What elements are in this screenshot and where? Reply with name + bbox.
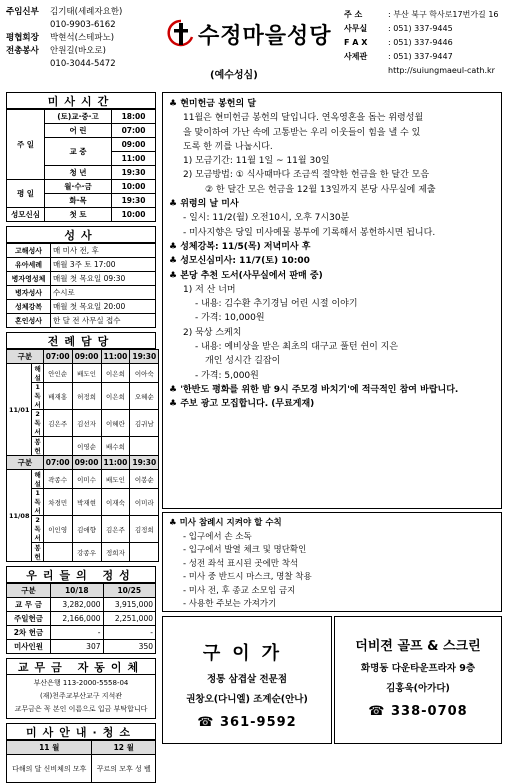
mass-group: 주 일: [7, 110, 45, 180]
mass-row: [7, 208, 156, 222]
roster-cell: 이영순: [72, 437, 101, 456]
sacrament-row: [7, 258, 156, 272]
contact-key: 사제관: [344, 52, 368, 61]
mass-times-table: [6, 109, 156, 222]
contact-value: : 부산 북구 학사로17번가길 16: [388, 10, 499, 19]
mass-type: (토)교·중·고: [45, 110, 112, 124]
roster-cell: [130, 437, 159, 456]
offering-row: [7, 626, 156, 640]
guide-row: [7, 755, 156, 783]
notice-line: 도록 한 끼를 나눕시다.: [183, 141, 273, 152]
staff-value: 안원길(바오로): [50, 46, 106, 56]
sacrament-time: 수시로: [51, 286, 156, 300]
offering-value: -: [51, 626, 104, 640]
mass-time: 07:00: [112, 124, 156, 138]
cross-icon: [168, 19, 194, 49]
sacrament-name: 유아세례: [7, 258, 51, 272]
roster-head-cell: 11:00: [101, 456, 130, 470]
roster-cell: 이은희: [101, 383, 130, 410]
notice-line: 11월은 현미헌금 봉헌의 달입니다. 연옥영혼을 돕는 위령성월: [183, 113, 424, 124]
rule-item: - 미사 전, 후 종교 소모임 금지: [183, 585, 296, 596]
mass-time: 09:00: [112, 138, 156, 152]
notice-heading: ♣ 위령의 날 미사: [169, 199, 239, 210]
notice-heading: ♣ 본당 추천 도서(사무실에서 판매 중): [169, 270, 323, 281]
transfer-line: 교무금은 꼭 본인 이름으로 입금 부탁합니다: [14, 705, 148, 713]
roster-head-cell: 07:00: [43, 350, 72, 364]
staff-row: [6, 45, 162, 58]
ad-golf-phone: ☎ 338-0708: [368, 704, 468, 719]
roster-head-cell: 19:30: [130, 350, 159, 364]
contact-row: [344, 50, 504, 64]
mass-type: 화·목: [45, 194, 112, 208]
offering-header: [7, 584, 156, 598]
sacrament-time: 한 달 전 사무실 접수: [51, 314, 156, 328]
notice-line: - 일시: 11/2(월) 오전10시, 오후 7시30분: [183, 213, 350, 224]
roster-date: 11/08: [7, 470, 32, 562]
roster-head-cell: 19:30: [130, 456, 159, 470]
roster-header: [7, 350, 159, 364]
ad-golf: [334, 616, 502, 744]
notice-heading: ♣ 성체강복: 11/5(목) 저녁미사 후: [169, 241, 311, 252]
contact-value: http://suiungmaeul-cath.kr: [388, 66, 495, 75]
contact-row: [344, 36, 504, 50]
offering-label: 교 무 금: [7, 598, 51, 612]
staff-role: [6, 19, 50, 32]
contact-value: : 051) 337-9446: [388, 38, 453, 47]
mass-type: 어 린: [45, 124, 112, 138]
roster-head-cell: 07:00: [43, 456, 72, 470]
mass-type: 월·수·금: [45, 180, 112, 194]
roster-cell: 이재숙: [101, 489, 130, 516]
staff-row: [6, 32, 162, 45]
roster-cell: 김귀남: [130, 410, 159, 437]
roster-cell: 김은주: [43, 410, 72, 437]
offering-value: 2,166,000: [51, 612, 104, 626]
mass-times-title: 미사시간: [6, 92, 156, 109]
offering-row: [7, 640, 156, 654]
contact-row: [344, 22, 504, 36]
roster-cell: 이은희: [101, 364, 130, 383]
offering-value: 2,251,000: [103, 612, 156, 626]
left-sidebar: [6, 92, 156, 783]
staff-row: [6, 6, 162, 19]
ad-guiga-phone: ☎ 361-9592: [197, 715, 297, 730]
roster-cell: 이봉순: [130, 470, 159, 489]
staff-role: [6, 58, 50, 71]
staff-row: [6, 58, 162, 71]
contact-key: F A X: [344, 38, 368, 47]
transfer-line: (재)천주교부산교구 지석관: [39, 692, 123, 700]
offering-value: 350: [103, 640, 156, 654]
offering-table: [6, 583, 156, 654]
roster-cell: 배재홍: [43, 383, 72, 410]
notice-heading: ♣ '한반도 평화를 위한 밤 9시 주모경 바치기'에 적극적인 참여 바랍니다.: [169, 384, 459, 395]
roster-cell: 배도인: [72, 364, 101, 383]
roster-cell: 김애향: [72, 516, 101, 543]
roster-row: [7, 470, 159, 489]
roster-cell: 이아숙: [130, 364, 159, 383]
mass-type: 교 중: [45, 138, 112, 166]
mass-rules-panel: [162, 512, 502, 612]
roster-role: 해 설: [32, 470, 43, 489]
sacraments-table: [6, 243, 156, 328]
mass-time: 18:00: [112, 110, 156, 124]
offering-title: 우리들의 정성: [6, 566, 156, 583]
roster-cell: 김선자: [72, 410, 101, 437]
guide-head-cell: 11 월: [7, 741, 92, 755]
sacrament-time: 매월 첫 목요일 20:00: [51, 300, 156, 314]
notice-line: 2) 모금방법: ① 식사때마다 조금씩 절약한 헌금을 한 달간 모음: [183, 170, 430, 181]
offering-label: 주일헌금: [7, 612, 51, 626]
offering-row: [7, 612, 156, 626]
roster-cell: [43, 437, 72, 456]
staff-info: [6, 6, 162, 71]
mass-row: [7, 180, 156, 194]
guide-cell: 다해의 달 신비체의 모후: [7, 755, 92, 783]
roster-role: 1독서: [32, 489, 43, 516]
sacrament-row: [7, 300, 156, 314]
roster-role: 2독서: [32, 516, 43, 543]
guide-header: [7, 741, 156, 755]
staff-row: [6, 19, 162, 32]
sacrament-time: 매월 3주 토 17:00: [51, 258, 156, 272]
ad-golf-name: 더비젼 골프 & 스크린: [355, 639, 481, 654]
ad-guiga-desc: 정통 삼겹살 전문점: [206, 674, 288, 685]
sacrament-name: 혼인성사: [7, 314, 51, 328]
sacrament-row: [7, 244, 156, 258]
notice-line: - 내용: 예비상을 받은 최초의 대구교 풀턴 쉰이 지은: [195, 342, 399, 353]
offering-value: -: [103, 626, 156, 640]
notice-line: ② 한 달간 모은 헌금을 12월 13일까지 본당 사무실에 제출: [205, 184, 436, 195]
staff-role: 평협회장: [6, 33, 39, 43]
ad-guiga-owner: 권창오(다니엘) 조계순(안나): [186, 694, 308, 705]
notice-line: - 가격: 5,000원: [195, 370, 259, 381]
guide-head-cell: 12 월: [92, 741, 156, 755]
roster-role: 봉 헌: [32, 437, 43, 456]
offering-label: 미사인원: [7, 640, 51, 654]
roster-head-cell: 구분: [7, 456, 44, 470]
roster-head-cell: 11:00: [101, 350, 130, 364]
notice-line: 개인 성시간 길잡이: [205, 356, 281, 367]
roster-cell: 박재현: [72, 489, 101, 516]
rule-item: - 성전 좌석 표시된 곳에만 착석: [183, 558, 299, 569]
ad-guiga: [162, 616, 332, 744]
roster-cell: 김정희: [130, 516, 159, 543]
offering-value: 3,282,000: [51, 598, 104, 612]
sacrament-row: [7, 286, 156, 300]
roster-cell: 김은주: [101, 516, 130, 543]
roster-cell: 정희자: [101, 543, 130, 562]
mass-group: 성모신심: [7, 208, 45, 222]
mass-group: 평 일: [7, 180, 45, 208]
auto-transfer-title: 교무금 자동이체: [6, 658, 156, 675]
roster-cell: [43, 543, 72, 562]
roster-cell: 이미수: [72, 470, 101, 489]
staff-value: 010-3044-5472: [50, 59, 116, 69]
staff-value: 김기태(세례자요한): [50, 7, 123, 17]
sacraments-title: 성사: [6, 226, 156, 243]
notices-panel: [162, 92, 502, 509]
staff-role: 전총봉사: [6, 46, 39, 56]
rule-item: - 사용한 주보는 가져가기: [183, 599, 277, 609]
sacrament-name: 병자영성체: [7, 272, 51, 286]
ad-golf-address: 화명동 다운타운프라자 9층: [360, 663, 476, 674]
mass-time: 19:30: [112, 194, 156, 208]
parish-subtitle: (예수성심): [210, 70, 258, 81]
roster-cell: 곽종수: [43, 470, 72, 489]
sacrament-time: 매월 첫 목요일 09:30: [51, 272, 156, 286]
roster-head-cell: 09:00: [72, 456, 101, 470]
notice-line: 2) 묵상 스케치: [183, 327, 242, 338]
sacrament-name: 고해성사: [7, 244, 51, 258]
roster-role: 2독서: [32, 410, 43, 437]
roster-cell: 이인영: [43, 516, 72, 543]
offering-row: [7, 598, 156, 612]
roster-cell: 허정희: [72, 383, 101, 410]
mass-type: 첫 토: [45, 208, 112, 222]
transfer-line: 부산은행 113-2000-5558-04: [33, 679, 129, 687]
mass-time: 11:00: [112, 152, 156, 166]
contact-value: : 051) 337-9447: [388, 52, 453, 61]
offering-value: 3,915,000: [103, 598, 156, 612]
staff-value: 박현석(스테파노): [50, 33, 115, 43]
roster-cell: 이미라: [130, 489, 159, 516]
notice-line: - 내용: 김수환 추기경님 어린 시절 이야기: [195, 299, 358, 310]
ad-guiga-name: 구이가: [202, 643, 292, 664]
contact-key: 주 소: [344, 10, 363, 19]
roster-cell: 차경민: [43, 489, 72, 516]
liturgy-roster-title: 전례담당: [6, 332, 156, 349]
offering-head-cell: 10/18: [51, 584, 104, 598]
sacrament-row: [7, 314, 156, 328]
contact-row: [344, 8, 504, 22]
staff-value: 010-9903-6162: [50, 20, 116, 30]
roster-date: 11/01: [7, 364, 32, 456]
offering-head-cell: 구분: [7, 584, 51, 598]
roster-cell: 배도인: [101, 470, 130, 489]
offering-label: 2차 헌금: [7, 626, 51, 640]
mass-rules-title: ♣ 미사 참례시 지켜야 할 수칙: [169, 518, 282, 528]
notice-line: - 미사지향은 당일 미사예물 봉투에 기록해서 봉헌하시면 됩니다.: [183, 227, 436, 238]
roster-role: 해 설: [32, 364, 43, 383]
notice-line: - 가격: 10,000원: [195, 313, 265, 324]
roster-cell: 안인순: [43, 364, 72, 383]
roster-role: 1독서: [32, 383, 43, 410]
guide-table: [6, 740, 156, 783]
roster-cell: 배수희: [101, 437, 130, 456]
contact-row: [344, 64, 504, 78]
mass-type: 청 년: [45, 166, 112, 180]
roster-cell: [130, 543, 159, 562]
sacrament-row: [7, 272, 156, 286]
mass-time: 10:00: [112, 208, 156, 222]
notice-line: 1) 모금기간: 11월 1일 ~ 11월 30일: [183, 156, 330, 167]
roster-header: [7, 456, 159, 470]
mass-time: 19:30: [112, 166, 156, 180]
guide-title: 미사안내·청소: [6, 723, 156, 740]
liturgy-roster-table: [6, 349, 159, 562]
contact-key: [344, 64, 388, 78]
notice-line: 을 맞이하여 가난 속에 고통받는 우리 이웃들이 힘을 낼 수 있: [183, 127, 421, 138]
staff-role: 주임신부: [6, 7, 39, 17]
roster-cell: 이혜란: [101, 410, 130, 437]
auto-transfer-info: [6, 675, 156, 719]
notice-line: 1) 저 산 너머: [183, 284, 236, 295]
mass-row: [7, 110, 156, 124]
contact-info: [344, 8, 504, 78]
roster-cell: 오혜순: [130, 383, 159, 410]
parish-logo: [168, 14, 338, 54]
sacrament-name: 병자성사: [7, 286, 51, 300]
contact-key: 사무실: [344, 24, 368, 33]
notice-heading: ♣ 주보 광고 모집합니다. (무료게재): [169, 399, 315, 410]
notice-heading: ♣ 성모신심미사: 11/7(토) 10:00: [169, 256, 310, 267]
rule-item: - 입구에서 발열 체크 및 명단확인: [183, 545, 307, 555]
roster-role: 봉 헌: [32, 543, 43, 562]
roster-head-cell: 09:00: [72, 350, 101, 364]
rule-item: - 미사 중 반드시 마스크, 명찰 착용: [183, 572, 312, 582]
roster-row: [7, 364, 159, 383]
sacrament-time: 매 미사 전, 후: [51, 244, 156, 258]
parish-name: 수정마을성당: [198, 23, 332, 49]
notice-heading: ♣ 현미헌금 봉헌의 달: [169, 99, 257, 109]
guide-cell: 꾸르의 모후 성 벨: [92, 755, 156, 783]
roster-cell: 강종우: [72, 543, 101, 562]
roster-head-cell: 구분: [7, 350, 44, 364]
mass-time: 10:00: [112, 180, 156, 194]
rule-item: - 입구에서 손 소독: [183, 531, 252, 542]
offering-head-cell: 10/25: [103, 584, 156, 598]
sacrament-name: 성체강복: [7, 300, 51, 314]
contact-value: : 051) 337-9445: [388, 24, 453, 33]
offering-value: 307: [51, 640, 104, 654]
ad-golf-owner: 김홍욱(아가다): [386, 683, 450, 694]
